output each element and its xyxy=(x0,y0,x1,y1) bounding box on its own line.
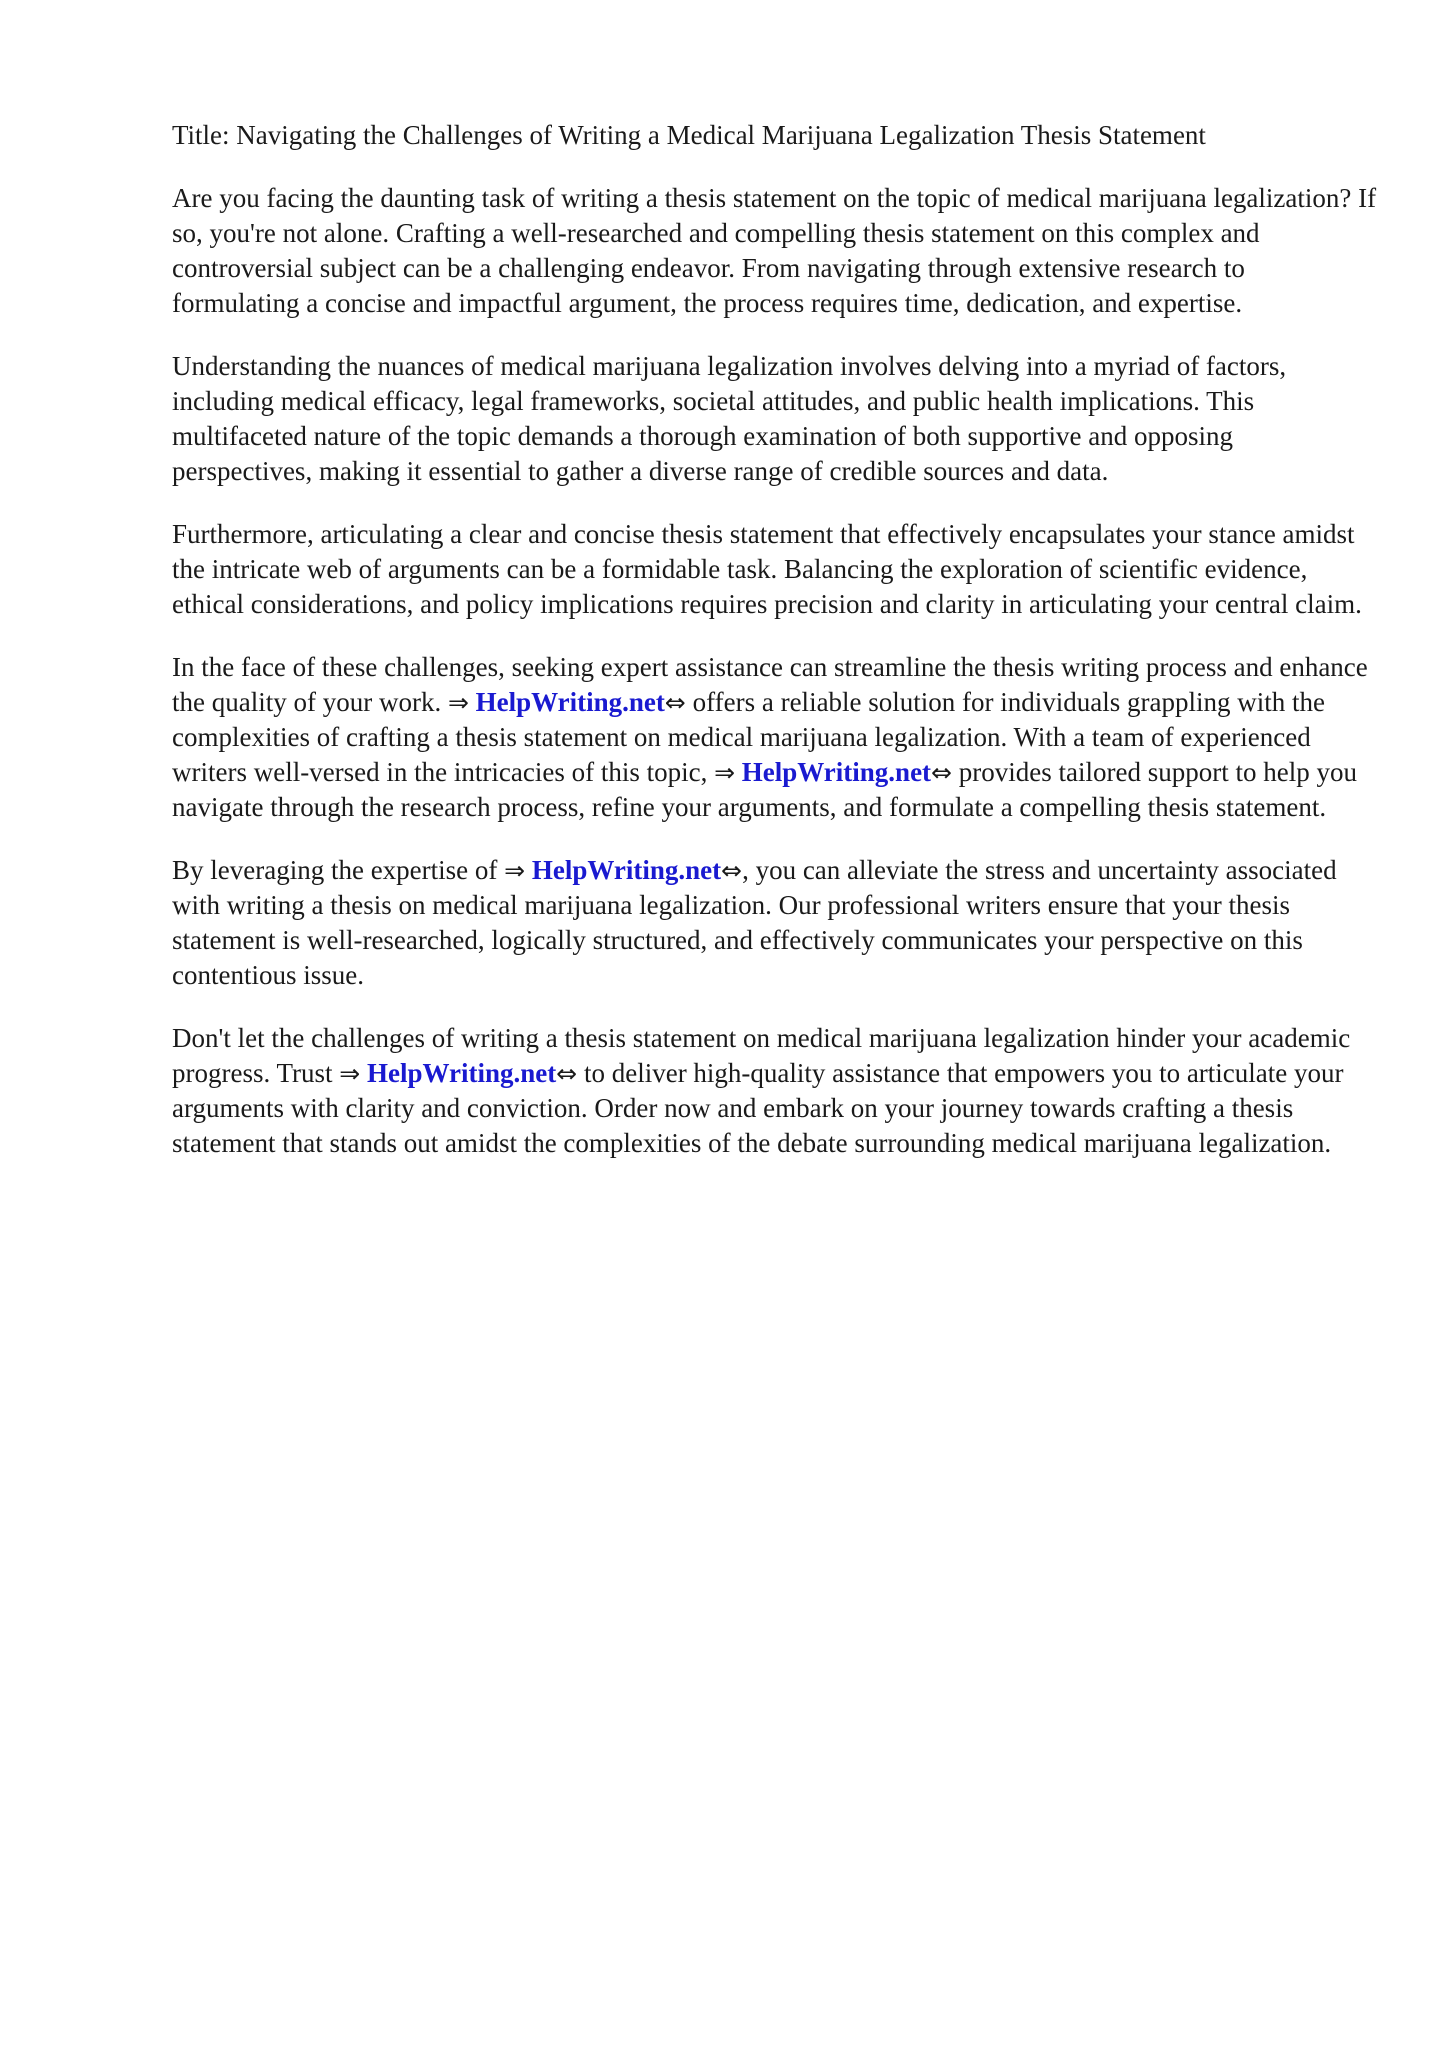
helpwriting-link[interactable]: HelpWriting.net xyxy=(367,1058,557,1088)
text-segment: offers a reliable solution for individuals grappling with the complexities of crafting a thesis statement on medical marijuana legalization. With a team of experienced writers well-versed in the intricacies of this topic, xyxy=(172,687,1325,787)
paragraph-call-to-action xyxy=(172,1021,1377,1161)
arrow-right-icon: ⇒ xyxy=(447,688,469,717)
paragraph-intro: Are you facing the daunting task of writing a thesis statement on the topic of medical marijuana legalization? If so, you're not alone. Crafting a well-researched and compelling thesis statement on this complex and controversial subject can be a challenging endeavor. From navigating through extensive research to formulating a concise and impactful argument, the process requires time, dedication, and expertise. xyxy=(172,183,1377,318)
arrow-right-icon: ⇒ xyxy=(504,856,526,885)
document-title: Title: Navigating the Challenges of Writing a Medical Marijuana Legalization Thesis Statement xyxy=(172,120,1206,150)
paragraph-leveraging xyxy=(172,853,1377,993)
text-segment: In the face of these challenges, seeking expert assistance can streamline the thesis writing process and enhance the quality of your work. xyxy=(172,652,1368,717)
helpwriting-link[interactable]: HelpWriting.net xyxy=(475,687,665,717)
text-segment: , you can alleviate the stress and uncertainty associated with writing a thesis on medical marijuana legalization. Our professional writers ensure that your thesis statement is well-researched, logically structured, and effectively communicates your perspective on this contentious issue. xyxy=(172,855,1337,990)
document-page xyxy=(172,118,1377,1189)
arrow-right-icon: ⇒ xyxy=(714,758,736,787)
arrow-right-icon: ⇒ xyxy=(339,1059,361,1088)
double-arrow-icon: ⇔ xyxy=(664,688,686,717)
double-arrow-icon: ⇔ xyxy=(931,758,953,787)
text-segment: to deliver high-quality assistance that empowers you to articulate your arguments with clarity and conviction. Order now and embark on your journey towards crafting a thesis statement that stands out amidst the complexities of the debate surrounding medical marijuana legalization. xyxy=(172,1058,1344,1158)
text-segment: provides tailored support to help you navigate through the research process, refine your arguments, and formulate a compelling thesis statement. xyxy=(172,757,1357,822)
paragraph-nuances: Understanding the nuances of medical marijuana legalization involves delving into a myriad of factors, including medical efficacy, legal frameworks, societal attitudes, and public health implications. This multifaceted nature of the topic demands a thorough examination of both supportive and opposing perspectives, making it essential to gather a diverse range of credible sources and data. xyxy=(172,351,1287,486)
double-arrow-icon: ⇔ xyxy=(721,856,743,885)
paragraph-expert-assistance xyxy=(172,650,1377,825)
paragraph-articulating: Furthermore, articulating a clear and concise thesis statement that effectively encapsulates your stance amidst the intricate web of arguments can be a formidable task. Balancing the exploration of scientific evidence, ethical considerations, and policy implications requires precision and clarity in articulating your central claim. xyxy=(172,519,1362,619)
helpwriting-link[interactable]: HelpWriting.net xyxy=(741,757,932,787)
double-arrow-icon: ⇔ xyxy=(556,1059,578,1088)
helpwriting-link[interactable]: HelpWriting.net xyxy=(531,855,722,885)
text-segment: Don't let the challenges of writing a thesis statement on medical marijuana legalization hinder your academic progress. Trust xyxy=(172,1023,1351,1088)
text-segment: By leveraging the expertise of xyxy=(172,855,505,885)
